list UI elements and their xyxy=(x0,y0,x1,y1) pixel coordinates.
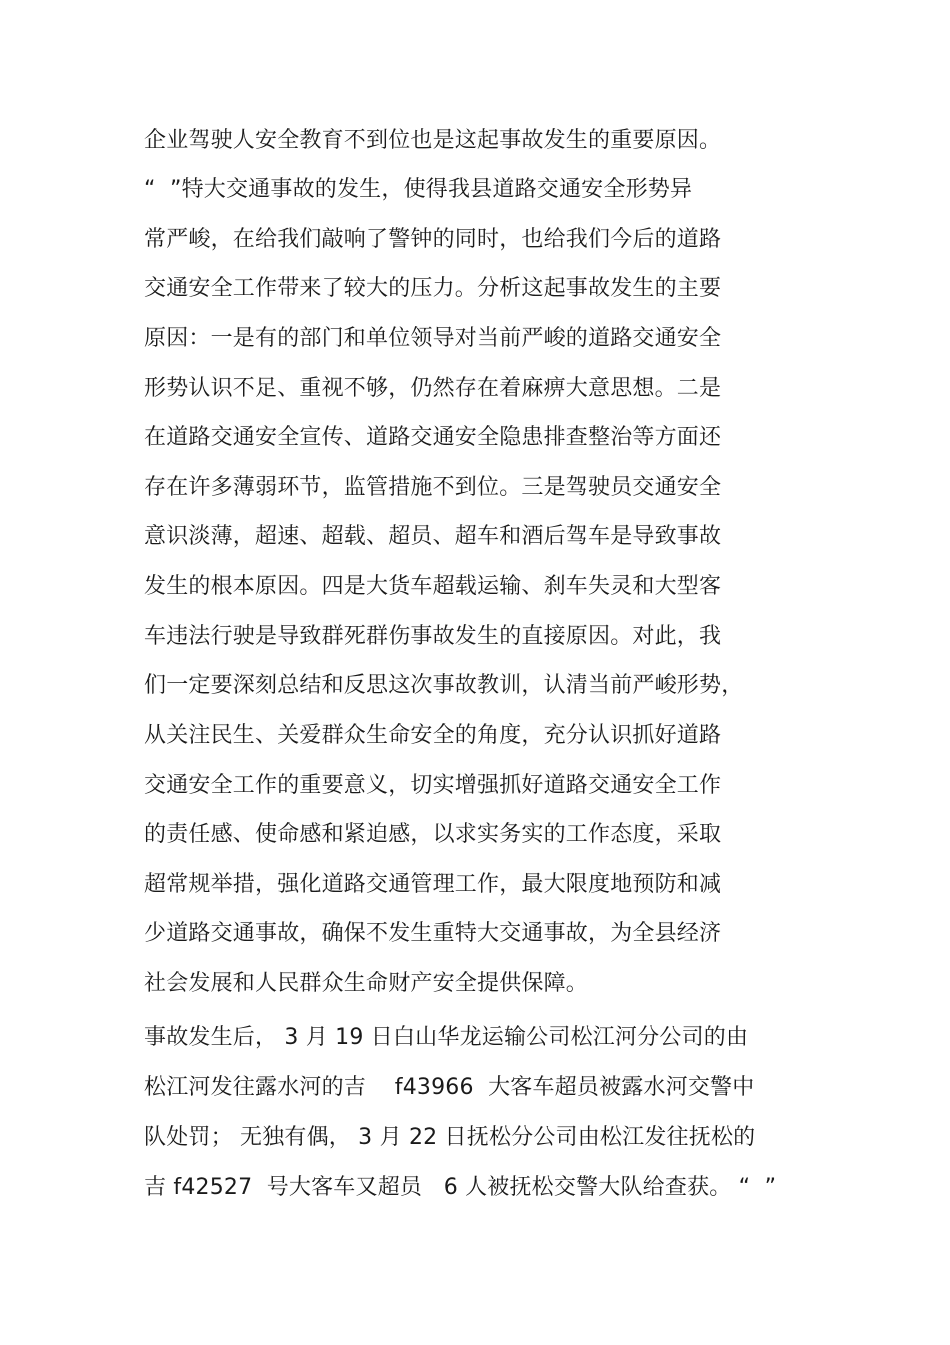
text-line: 交通安全工作的重要意义，切实增强抓好道路交通安全工作 xyxy=(144,773,722,798)
text-line: 松江河发往露水河的吉 f43966 大客车超员被露水河交警中 xyxy=(144,1075,755,1100)
text-line: 存在许多薄弱环节，监管措施不到位。三是驾驶员交通安全 xyxy=(144,475,722,500)
text-line: 从关注民生、关爱群众生命安全的角度，充分认识抓好道路 xyxy=(144,723,722,748)
text-line: 事故发生后， 3 月 19 日白山华龙运输公司松江河分公司的由 xyxy=(144,1025,749,1050)
text-line: 社会发展和人民群众生命财产安全提供保障。 xyxy=(144,971,589,996)
text-line: 们一定要深刻总结和反思这次事故教训，认清当前严峻形势， xyxy=(144,673,744,698)
text-line: 原因：一是有的部门和单位领导对当前严峻的道路交通安全 xyxy=(144,326,722,351)
text-line: 超常规举措，强化道路交通管理工作，最大限度地预防和减 xyxy=(144,872,722,897)
text-line: “ ”特大交通事故的发生，使得我县道路交通安全形势异 xyxy=(144,177,693,202)
text-line: 意识淡薄，超速、超载、超员、超车和酒后驾车是导致事故 xyxy=(144,524,722,549)
text-line: 队处罚； 无独有偶， 3 月 22 日抚松分公司由松江发往抚松的 xyxy=(144,1125,756,1150)
text-line: 的责任感、使命感和紧迫感，以求实务实的工作态度，采取 xyxy=(144,822,722,847)
text-line: 企业驾驶人安全教育不到位也是这起事故发生的重要原因。 xyxy=(144,128,722,153)
text-line: 交通安全工作带来了较大的压力。分析这起事故发生的主要 xyxy=(144,276,722,301)
text-line: 形势认识不足、重视不够，仍然存在着麻痹大意思想。二是 xyxy=(144,376,722,401)
text-line: 车违法行驶是导致群死群伤事故发生的直接原因。对此，我 xyxy=(144,624,722,649)
text-line: 常严峻，在给我们敲响了警钟的同时，也给我们今后的道路 xyxy=(144,227,722,252)
text-line: 吉 f42527 号大客车又超员 6 人被抚松交警大队给查获。 “ ” xyxy=(144,1175,777,1200)
text-line: 在道路交通安全宣传、道路交通安全隐患排查整治等方面还 xyxy=(144,425,722,450)
text-line: 发生的根本原因。四是大货车超载运输、刹车失灵和大型客 xyxy=(144,574,722,599)
text-line: 少道路交通事故，确保不发生重特大交通事故，为全县经济 xyxy=(144,921,722,946)
